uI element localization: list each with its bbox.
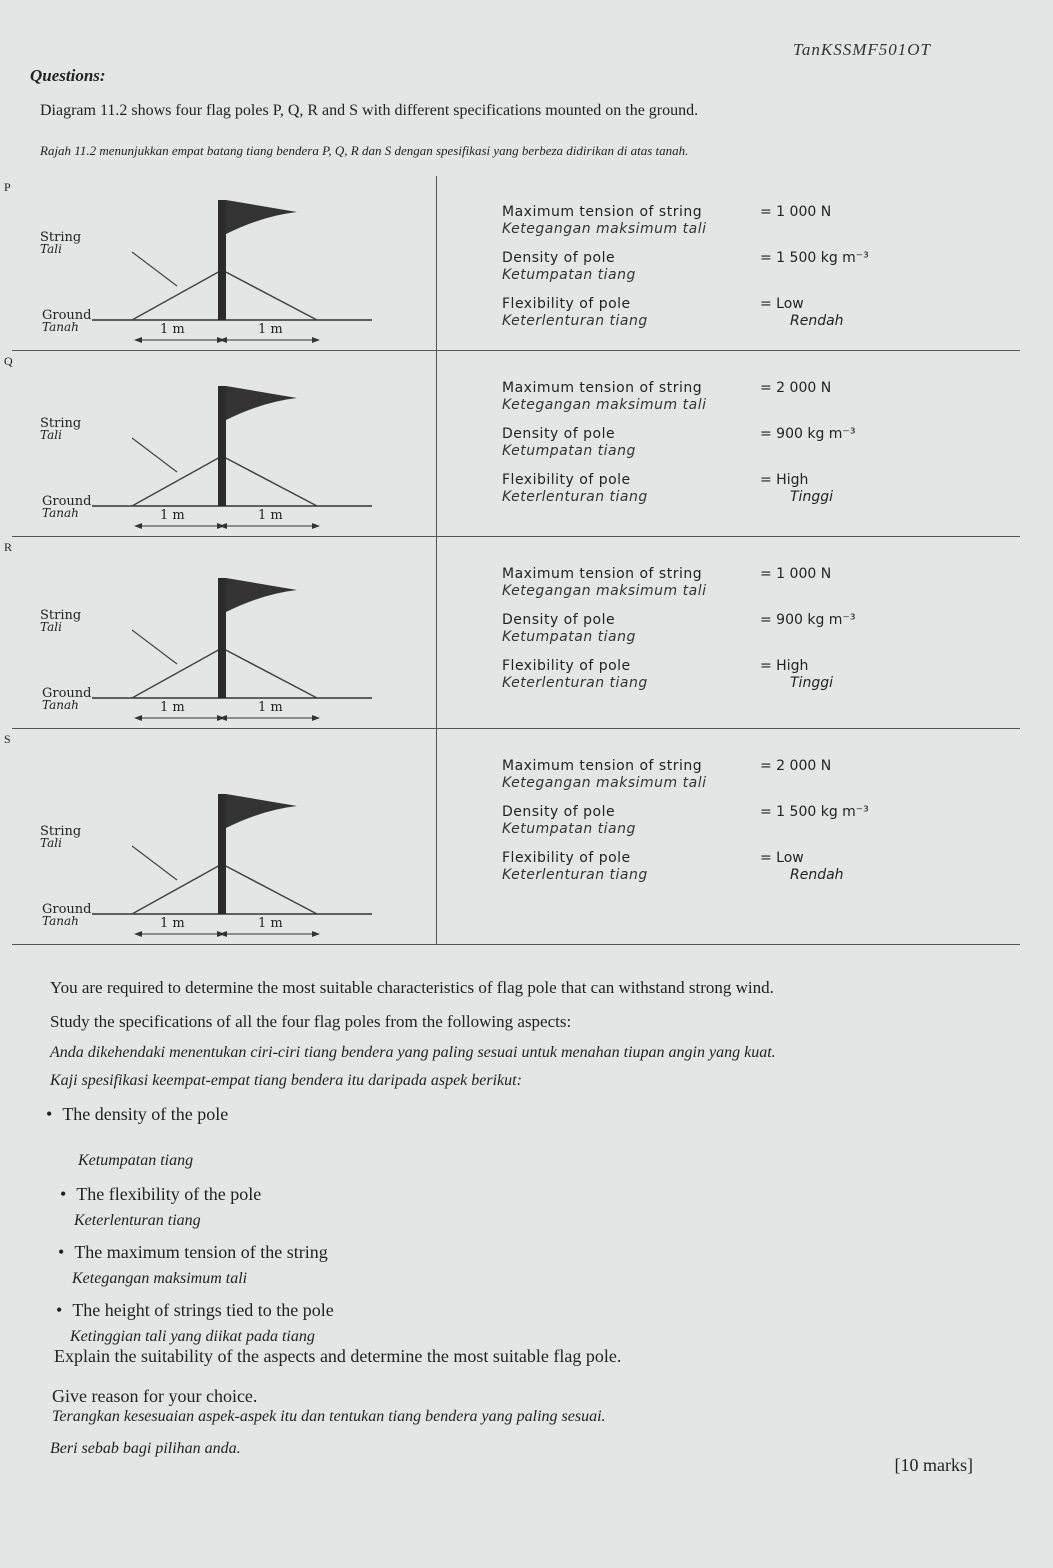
density-spec: Density of pole Ketumpatan tiang = 1 500 kg m⁻³ <box>502 804 869 837</box>
pole-specifications <box>502 204 1002 342</box>
pole <box>218 794 226 914</box>
string-right <box>222 864 317 914</box>
flexibility-spec: Flexibility of pole Keterlenturan tiang = Low Rendah <box>502 850 844 883</box>
pole-letter: P <box>4 180 11 194</box>
ground-label: Ground Tanah <box>42 494 92 520</box>
task-aspects-intro-ms: Kaji spesifikasi keempat-empat tiang bendera itu daripada aspek berikut: <box>50 1072 522 1089</box>
pole <box>218 578 226 698</box>
aspect-density-en: • The density of the pole <box>46 1104 228 1125</box>
flexibility-spec: Flexibility of pole Keterlenturan tiang = High Tinggi <box>502 658 833 691</box>
flag <box>226 578 297 612</box>
string-right <box>222 270 317 320</box>
flag <box>226 200 297 234</box>
tension-spec: Maximum tension of string Ketegangan maksimum tali = 2 000 N <box>502 758 832 791</box>
string-pointer <box>132 846 177 880</box>
pole-specifications <box>502 758 1002 896</box>
distance-label-right: 1 m <box>258 322 283 337</box>
string-label: String Tali <box>40 824 82 850</box>
ground-label: Ground Tanah <box>42 686 92 712</box>
aspect-height-ms: Ketinggian tali yang diikat pada tiang <box>70 1328 315 1345</box>
ground-label: Ground Tanah <box>42 308 92 334</box>
pole-letter: R <box>4 540 13 554</box>
string-label: String Tali <box>40 416 82 442</box>
pole <box>218 386 226 506</box>
tension-spec: Maximum tension of string Ketegangan maksimum tali = 2 000 N <box>502 380 832 413</box>
string-left <box>132 864 222 914</box>
reason-instruction-en: Give reason for your choice. <box>52 1386 258 1406</box>
string-right <box>222 456 317 506</box>
reason-instruction-ms: Beri sebab bagi pilihan anda. <box>50 1440 241 1457</box>
string-right <box>222 648 317 698</box>
task-statement-ms: Anda dikehendaki menentukan ciri-ciri tiang bendera yang paling sesuai untuk menahan tiupan angin yang kuat. <box>50 1044 776 1061</box>
section-heading: Questions: <box>30 66 106 85</box>
pole-row-q <box>4 350 1020 537</box>
aspect-height-en: • The height of strings tied to the pole <box>56 1300 334 1321</box>
flag <box>226 386 297 420</box>
flexibility-spec: Flexibility of pole Keterlenturan tiang = Low Rendah <box>502 296 844 329</box>
pole-row-p <box>4 176 1020 351</box>
specification-table <box>4 176 1020 944</box>
string-left <box>132 270 222 320</box>
distance-label-right: 1 m <box>258 700 283 715</box>
aspect-flexibility-en: • The flexibility of the pole <box>60 1184 261 1205</box>
pole <box>218 200 226 320</box>
aspect-tension-en: • The maximum tension of the string <box>58 1242 328 1263</box>
string-pointer <box>132 252 177 286</box>
density-spec: Density of pole Ketumpatan tiang = 900 kg m⁻³ <box>502 612 856 645</box>
aspect-flexibility-ms: Keterlenturan tiang <box>74 1212 201 1229</box>
explain-instruction-ms: Terangkan kesesuaian aspek-aspek itu dan tentukan tiang bendera yang paling sesuai. <box>52 1408 606 1425</box>
distance-label-left: 1 m <box>160 322 185 337</box>
pole-specifications <box>502 566 1002 704</box>
pole-letter: Q <box>4 354 13 368</box>
density-spec: Density of pole Ketumpatan tiang = 1 500 kg m⁻³ <box>502 250 869 283</box>
pole-specifications <box>502 380 1002 518</box>
string-left <box>132 648 222 698</box>
distance-label-right: 1 m <box>258 916 283 931</box>
aspect-density-ms: Ketumpatan tiang <box>78 1152 194 1169</box>
flag <box>226 794 297 828</box>
pole-row-r <box>4 536 1020 729</box>
pole-row-s <box>4 728 1020 945</box>
distance-label-right: 1 m <box>258 508 283 523</box>
explain-instruction-en: Explain the suitability of the aspects and determine the most suitable flag pole. <box>54 1346 622 1366</box>
intro-malay: Rajah 11.2 menunjukkan empat batang tiang bendera P, Q, R dan S dengan spesifikasi yang berbeza didirikan di atas tanah. <box>40 143 689 158</box>
tension-spec: Maximum tension of string Ketegangan maksimum tali = 1 000 N <box>502 204 832 237</box>
pole-letter: S <box>4 732 11 746</box>
string-label: String Tali <box>40 608 82 634</box>
intro-english: Diagram 11.2 shows four flag poles P, Q, R and S with different specifications mounted on the ground. <box>40 102 699 119</box>
distance-label-left: 1 m <box>160 916 185 931</box>
distance-label-left: 1 m <box>160 508 185 523</box>
flexibility-spec: Flexibility of pole Keterlenturan tiang = High Tinggi <box>502 472 833 505</box>
tension-spec: Maximum tension of string Ketegangan maksimum tali = 1 000 N <box>502 566 832 599</box>
distance-label-left: 1 m <box>160 700 185 715</box>
string-pointer <box>132 630 177 664</box>
string-pointer <box>132 438 177 472</box>
task-aspects-intro-en: Study the specifications of all the four flag poles from the following aspects: <box>50 1012 572 1031</box>
ground-label: Ground Tanah <box>42 902 92 928</box>
marks-label: [10 marks] <box>894 1455 973 1475</box>
string-left <box>132 456 222 506</box>
paper-code: TanKSSMF501OT <box>792 40 931 59</box>
aspect-tension-ms: Ketegangan maksimum tali <box>72 1270 248 1287</box>
task-statement-en: You are required to determine the most suitable characteristics of flag pole that can withstand strong wind. <box>50 978 774 997</box>
density-spec: Density of pole Ketumpatan tiang = 900 kg m⁻³ <box>502 426 856 459</box>
string-label: String Tali <box>40 230 82 256</box>
